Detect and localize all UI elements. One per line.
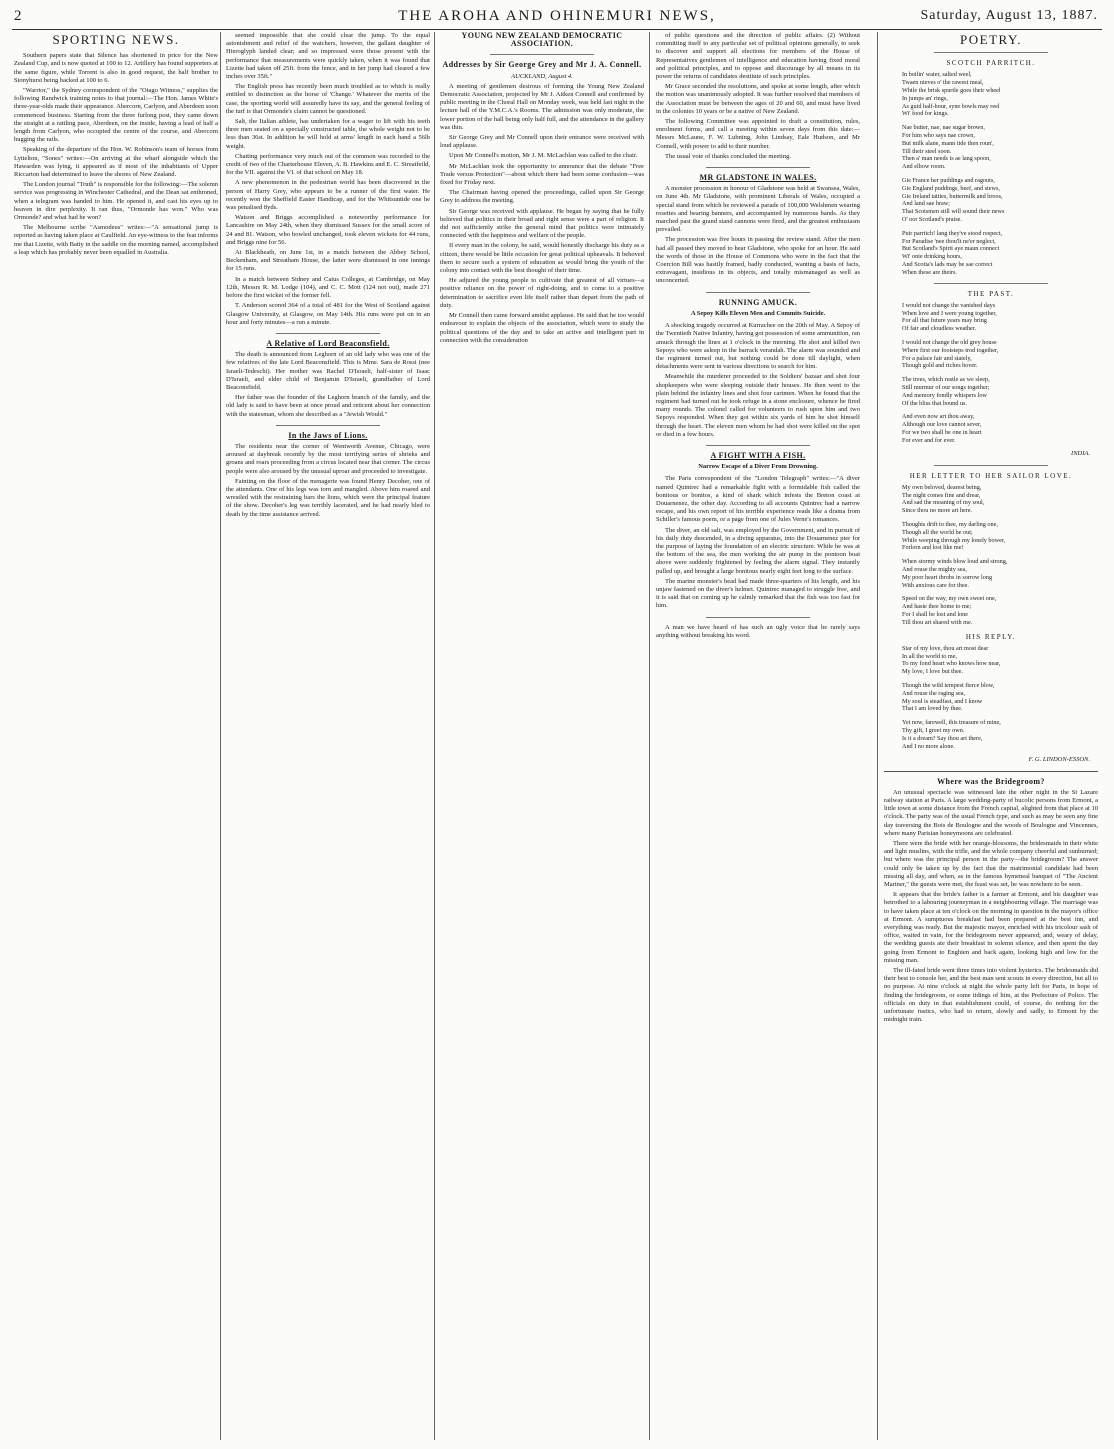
gladstone-heading: MR GLADSTONE IN WALES.	[699, 173, 817, 183]
column-poetry	[884, 32, 1098, 1442]
article-paragraph: A shocking tragedy occurred at Kurrachee on the 20th of May. A Sepoy of the Twentieth Native Infantry, having got possession of some ammunition, ran amuck through the lines at 1 o'clock in the morning. He shot and killed two Sepoys who were asleep in the barrack verandah. The alarm was sounded and the regiment turned out, but nothing could be done till daylight, when detachments were sent in various directions to search for him.	[656, 322, 860, 371]
section-rule	[276, 425, 380, 426]
poem-stanza: Yet now, farewell, this treasure of mine, Thy gift, I greet my own. Is it a dream? Say thou art there, And I no more alone.	[902, 719, 1001, 750]
article-paragraph: Southern papers state that Silence has shortened in price for the New Zealand Cup, and is now quoted at 100 to 12. Artillery has found supporters at the same figure, while Torrent is also in good request, the half brother to Stonyhurst being backed at 100 to 6.	[14, 52, 218, 84]
article-paragraph: The English press has recently been much troubled as to which is really entitled to distinction as the horse of 'Change.' Whatever the merits of the case, the sporting world will assuredly have its say, and the general feeling of the turf is that Ormonde's claim cannot be questioned.	[226, 83, 430, 115]
poem-stanza: When stormy winds blow loud and strong, And rouse the mighty sea, My poor heart throbs in sorrow long With anxious care for thee.	[902, 558, 1008, 589]
article-paragraph: He adjured the young people to cultivate that greatest of all virtues—a positive reliance on the power of right-doing, and to come to a positive determination to sacrifice even life itself rather than depart from the path of duty.	[440, 277, 644, 309]
article-paragraph: Sir George Grey and Mr Connell upon their entrance were received with loud applause.	[440, 134, 644, 150]
article-paragraph: The diver, an old salt, was employed by the Government, and in pursuit of his daily duty descended, in a diving apparatus, into the Douarnenez pier for the purpose of laying the foundation of an electric structure. While he was at the bottom of the sea, the men working the air pump in the pontoon boat above were suddenly frightened by feeling the alarm signal. They instantly pulled up, and brought a large bonitous nearly eight feet long to the surface.	[656, 526, 860, 575]
article-paragraph: Chatting performance very much out of the common was recorded to the credit of two of the Charterhouse Eleven, A. B. Hawkins and E. C. Streatfeild, for the VII. against the VI. of that school on May 18.	[226, 152, 430, 177]
column-divider	[649, 32, 650, 1440]
section-rule	[706, 167, 810, 168]
column-four	[656, 32, 860, 1442]
article-paragraph: The London journal "Truth" is responsible for the following:—The solemn service was progressing in Winchester Cathedral, and the Dean sat enthroned, when a telegram was handed to him. He opened it, and cast his eyes up to heaven in dire perplexity. It ran thus, "Ormonde has won." Who was Ormonde? and what had he won?	[14, 181, 218, 222]
beaconsfield-heading: A Relative of Lord Beaconsfield.	[266, 338, 390, 348]
article-paragraph: In a match between Sidney and Caius Colleges, at Cambridge, on May 12th, Messrs R. M. Lodge (104), and C. C. Mott (124 not out), made 271 before the first wicket of the former fell.	[226, 275, 430, 300]
bridegroom-heading: Where was the Bridegroom?	[937, 776, 1045, 786]
column-divider	[877, 32, 878, 1440]
article-paragraph: of public questions and the direction of public affairs. (2) Without committing itself to any particular set of political opinions generally, to seek to discover and support all elections for members of the House of Representatives gentlemen of intelligence and education having fixed moral and political principles, and to oppose and discourage by all means in its power the returns of candidates destitute of such principles.	[656, 32, 860, 81]
article-paragraph: Meanwhile the murderer proceeded to the Soldiers' bazaar and shot four shopkeepers who were sleeping outside their houses. He then went to the plain behind the infantry lines and shot four cartmen. When he found that the regiment had turned out he took refuge in a stone enclosure, whence he fired many rounds. The colonel called for volunteers to rush upon him and two Sepoys responded. When they got within six yards of him he shot himself through the heart. The eleven men whom he had shot were killed on the spot or died in a few hours.	[656, 373, 860, 438]
article-paragraph: The Paris correspondent of the "London Telegraph" writes:—"A diver named Quintrec had a remarkable fight with a formidable fish called the bonitous or bonitos, a kind of shark which infests the Breton coast at Douarnenez, the other day. According to all accounts Quintrec had a narrow escape, and his own report of his terrible experience reads like a drama from Schiller's famous poem, or a page from one of Jules Verne's romances.	[656, 475, 860, 524]
poem-stanza: Star of my love, thou art most dear In all the world to me, To my fond heart who knows how near, My love, I love but thee.	[902, 644, 1001, 676]
poem-stanza: Puir parritch! lang they've stood respect, For Paradise 'nee thou'lt ne'er neglect, But Scotland's Spirit aye maun connect Wi' onie drinking hours, And Scotia's lads may be sae correct When these are theirs.	[902, 229, 1003, 276]
article-paragraph: Speaking of the departure of the Hon. W. Robinson's team of horses from Lyttelton, "Sones" writes:—On arriving at the wharf alongside which the Hawarden was lying, it appeared as if most of the inhabitants of Upper Riccarton had determined to leave the shores of New Zealand.	[14, 146, 218, 179]
article-paragraph: A new phenomenon in the pedestrian world has been discovered in the person of Harry Grey, who appears to be a runner of the first water. He recently won the Sheffield Easter Handicap, and for the Whitsuntide one he was penalised 8yds.	[226, 179, 430, 212]
poem-title: HER LETTER TO HER SAILOR LOVE.	[909, 471, 1073, 480]
article-paragraph: The Chairman having opened the proceedings, called upon Sir George Grey to address the meeting.	[440, 189, 644, 205]
issue-date: Saturday, August 13, 1887.	[920, 8, 1098, 23]
poem-reply-title: HIS REPLY.	[965, 632, 1017, 641]
section-rule	[884, 771, 1098, 772]
poem-signature: INDIA.	[1071, 450, 1090, 458]
article-paragraph: Sir George was received with applause. He began by saying that he fully believed that politics in their broad and right sense were a part of religion. It did not sufficiently strike the general mind that politics were intimately connected with the happiness and welfare of the people.	[440, 207, 644, 240]
association-heading: YOUNG NEW ZEALAND DEMOCRATIC ASSOCIATION.	[461, 32, 623, 49]
article-paragraph: The marine monster's head had made three-quarters of his length, and his unjaw fastened on the diver's helmet. Quintrec managed to struggle free, and it is said that on coming up he calmly remarked that the fish was too fast for him.	[656, 577, 860, 610]
article-paragraph: The residents near the corner of Wentworth Avenue, Chicago, were aroused at daybreak recently by the most terrifying series of shrieks and groans and roars proceeding from a circus located near that corner. The circus people were also aroused by the unusual uproar and proceeded to investigate.	[226, 442, 430, 475]
article-paragraph: If every man in the colony, he said, would honestly discharge his duty as a citizen, there would be little occasion for great political upheavals. It behoved them to secure such a system of education as would bring the youth of the colony into contact with the best thought of their time.	[440, 242, 644, 275]
newspaper-title: THE ARO⁠HA AND OHINEMURI NEWS,	[398, 8, 716, 24]
article-paragraph: Mr McLachlan took the opportunity to announce that the debate "Free Trade versus Protection"—about which there had been some confusion—was fixed for Friday next.	[440, 162, 644, 187]
poetry-heading: POETRY.	[960, 32, 1022, 47]
section-rule	[490, 54, 594, 55]
article-paragraph: The following Committee was appointed to draft a constitution, rules, enrolment forms, and call a meeting within seven days from this date:—Messrs McLaune, F. W. Lubning, John Lindsay, Eale Hudson, and Mr Connell, with power to add to their number.	[656, 118, 860, 150]
page-number: 2	[14, 8, 22, 24]
fish-subheading: Narrow Escape of a Diver From Drowning.	[698, 463, 818, 471]
poem-stanza: Nae butter, nae, nae sugar brown, For him who says nae crown, But milk alane, mann tide then roun', Till their steel soon. Then a' man needs is ae lang spoon, And elbow room.	[902, 124, 994, 171]
article-paragraph: At Blackheath, on June 1st, in a match between the Abbey School, Beckenham, and Streatham House, the latter were dismissed in one innings for 15 runs.	[226, 249, 430, 273]
poem-stanza: I would not change the old grey house Where first our footsteps trod together, For a palace fair and stately, Though gold and riches hover.	[902, 338, 999, 370]
running-amuck-heading: RUNNING AMUCK.	[718, 297, 798, 307]
poem-title: THE PAST.	[967, 289, 1015, 298]
section-rule	[706, 445, 810, 446]
column-two	[226, 32, 430, 1442]
section-rule	[934, 465, 1048, 466]
poem-stanza: Though the wild tempest fierce blow, And rouse the raging sea, My soul is steadfast, and I know That I am loved by thee.	[902, 682, 995, 713]
article-paragraph: A monster procession in honour of Gladstone was held at Swansea, Wales, on June 4th. Mr Gladstone, with prominent Liberals of Wales, occupied a special stand from which he reviewed a parade of 100,000 Welshmen wearing rosettes and bearing banners, and accompanied by numerous bands. As they marched past the grand stand cannons were fired, and the greatest enthusiasm prevailed.	[656, 185, 860, 234]
article-paragraph: The usual vote of thanks concluded the meeting.	[665, 152, 791, 160]
poem-stanza: The trees, which rustle as we sleep, Still murmur of our songs together; And memory fondly whispers low Of the bliss that bound us.	[902, 376, 990, 407]
poem-stanza: Thoughts drift to thee, my darling one, Though all the world be out; While weeping through my lonely bower, Forlorn and lost like me!	[902, 521, 1006, 552]
article-paragraph: The ill-fated bride went three times into violent hysterics. The bridesmaids did their best to console her, and the best man sent scouts in every direction, but all to no purpose. At nine o'clock at night the whole party left for Paris, in hope of finding the bridegroom, or some tidings of him, at the Prefecture of Police. The officials on duty in that establishment could, of course, do nothing for the unfortunate rustics, who had to return, slowly and sadly, to Ermont by the midnight train.	[884, 967, 1098, 1024]
article-paragraph: Watson and Briggs accomplished a noteworthy performance for Lancashire on May 24th, when they dismissed Sussex for the small score of 24 and 81. Watson, who bowled unchanged, took eleven wickets for 44 runs, and Briggs nine for 56.	[226, 214, 430, 246]
fish-heading: A FIGHT WITH A FISH.	[710, 450, 806, 460]
section-rule	[934, 52, 1048, 53]
addresses-heading: Addresses by Sir George Grey and Mr J. A. Connell.	[442, 60, 642, 70]
column-divider	[434, 32, 435, 1440]
poem-stanza: Speed on the way, my own sweet one, And haste thee home to me; For I shall be lost and lone Till thou art shared with me.	[902, 595, 997, 626]
poem-stanza: My own beloved, dearest being, The night comes fine and drear, And sad the moaning of my soul, Since thou no more art here.	[902, 483, 985, 515]
section-rule	[934, 283, 1048, 284]
poem-stanza: I would not change the vanished days When love and I were young together, For all that future years may bring Of fair and cloudless weather.	[902, 301, 997, 333]
poem-stanza: And even now art thou away, Although our love cannot sever, For we two shall be one in heart For ever and for ever.	[902, 413, 982, 444]
article-paragraph: The Melbourne scribe "Asmodeus" writes:—"A sensational jump is reported as having taken place at Caulfield. An eye-witness to the feat informs me that Lizette, with Batty in the saddle on the morning named, accomplished a leap which has probably never been equalled in Australia.	[14, 224, 218, 256]
masthead	[0, 0, 1114, 28]
sporting-news-heading: SPORTING NEWS.	[52, 32, 180, 47]
article-paragraph: Fainting on the floor of the menagerie was found Henry Decoher, one of the attendants. One of his legs was torn and mangled. Above him roared and wrestled with the restraining bars the lions, which were the principal feature of the show. Decoher's leg was terribly lacerated, and he had nearly bled to death by the time assistance arrived.	[226, 477, 430, 518]
article-paragraph: There were the bride with her orange-blossoms, the bridesmaids in their white and light muslins, with the trifle, and the whole company cheerful and sunburned; but where was the principal person in the party—the bridegroom? The answer could only be taken up by the fact that the matrimonial candidate had been missing all day, and when, as in the famous hymeneal banquet of "The Ancient Mariner," the guests were met, the feast was set, he was nowhere to be seen.	[884, 840, 1098, 889]
section-rule	[706, 292, 810, 293]
article-paragraph: Her father was the founder of the Leghorn branch of the family, and the old lady is said to have been at once proud and reticent about her connection with the statesman, whom she described as a "Jewish Would."	[226, 394, 430, 418]
lions-heading: In the Jaws of Lions.	[288, 430, 368, 440]
poem-signature: F. G. LINDON-ESSON.	[1028, 756, 1090, 764]
poem-stanza: Gie France her puddings and ragouts, Gie England puddings, beef, and stews, Gie Ireland tatties, buttermilk and broos, And land sae braw; That Scotsmen still will sound their news O' oor Scotland's praise.	[902, 176, 1005, 223]
poem-stanza: In boilin' water, salted weel, Twaen nieves o' the rawest meal, While the brisk spurtle goes their wheel In jumps an' rings, As guid half-hour, syne bowls may reel Wi' food for kings.	[902, 71, 1001, 118]
poem-title: SCOTCH PARRITCH.	[946, 59, 1036, 68]
section-rule	[276, 333, 380, 334]
article-paragraph: It appears that the bride's father is a farmer at Ermont, and his daughter was betrothed to a labouring journeyman in a neighbouring village. The marriage was to have taken place at ten o'clock on the morning in question in the mayor's office at Ermont. A sumptuous breakfast had been prepared at the best inn, and everything was ready. But the majestic mayor, enriched with his tricolour sash of office, waited in vain, for the bridegroom never appeared; and, weary of delay, the wedding guests ate their breakfast in solemn silence, and then spent the day going from Ermont to Enghien and back again, looking high and low for the missing man.	[884, 891, 1098, 964]
article-paragraph: Salt, the Italian athlete, has undertaken for a wager to lift with his teeth three men seated on a specially constructed table, the whole weight not to be less than 36st. In addition he will hold at arms' length in each hand a 56lb weight.	[226, 118, 430, 150]
article-paragraph: T. Anderson scored 364 of a total of 481 for the West of Scotland against Glasgow University, at Glasgow, on May 14th. His runs were put on in an hour and forty minutes—a run a minute.	[226, 302, 430, 326]
article-paragraph: seemed impossible that she could clear the jump. To the equal astonishment and relief of the watchers, however, the gallant daughter of Hieroglyph landed clear; and so impressed were those present with the performance that measurements were quickly taken, when it was found that Lizette had taken off 25ft. from the fence, and in her jump had cleared a few inches over 35ft."	[226, 32, 430, 81]
article-paragraph: Mr Connell then came forward amidst applause. He said that he too would endeavour to explain the objects of the association, which were to study the political questions of the day and to take an active and intelligent part in connection with the consideration	[440, 312, 644, 344]
article-paragraph: Mr Grace seconded the resolutions, and spoke at some length, after which the motion was unanimously adopted. It was further resolved that members of the Association must be between the ages of 20 and 60, and must have lived in the colonies 10 years or be a native of New Zealand.	[656, 83, 860, 115]
column-sporting-news	[14, 32, 218, 1442]
column-three	[440, 32, 644, 1442]
running-amuck-subheading: A Sepoy Kills Eleven Men and Commits Suicide.	[690, 309, 826, 317]
article-paragraph: An unusual spectacle was witnessed late the other night in the St Lazare railway station at Paris. A large wedding-party of bucolic persons from Ermont, a little town at some distance from the French capital, alighted from that place at 10 o'clock. The party was of the usual French type, and such as may be seen any fine day traversing the Bois de Boulogne and the woods of Boulogne and Vincennes, where many Parisian honeymoons are celebrated.	[884, 788, 1098, 837]
masthead-rule	[12, 29, 1102, 30]
article-paragraph: Upon Mr Connell's motion, Mr J. M. McLachlan was called to the chair.	[449, 152, 638, 160]
article-paragraph: The procession was five hours in passing the review stand. After the men had all passed they moved to hear Gladstone, who spoke for an hour. He said the words of those in the House of Commons who were in the fact that the Coercion Bill was hastily framed, badly conducted, wanting a basis of facts, extravagant, insidious in its objects, and totally mismanaged as well as unconcerted.	[656, 236, 860, 285]
article-paragraph: A man we have heard of has such an ugly voice that he rarely says anything without breaking his word.	[656, 623, 860, 639]
section-rule	[706, 617, 810, 618]
article-paragraph: A meeting of gentlemen desirous of forming the Young New Zealand Democratic Association, projected by Mr J. Aitken Connell and confirmed by public meeting in the Choral Hall on Monday week, was held last night in the lecture hall of the Y.M.C.A.'s Rooms. The admission was only moderate, the lower portion of the hall being only half full, and the attendance in the gallery was thin.	[440, 82, 644, 131]
dateline: AUCKLAND, August 4.	[511, 72, 573, 80]
article-paragraph: The death is announced from Leghorn of an old lady who was one of the few relatives of the late Lord Beaconsfield. This is Mme. Sara de Rossi (nee Israeli-Tedeschi). Her mother was Rachel D'Israeli, half-sister of Isaac D'Israeli, and elder child of Benjamin D'Israeli, grandfather of Lord Beaconsfield.	[226, 351, 430, 391]
article-paragraph: "Warrior," the Sydney correspondent of the "Otago Witness," supplies the following Randwick training notes to that journal:—The Hon. James White's three-year-olds made their appearance. Abercorn, Carlyon, and Aberdeen soon commenced business. Starting from the three furlong post, they came down the straight at a rattling pace, Aberdeen, on the inside, having a lead of half a length from Carlyon, who occupied the centre of the course, and Abercorn hugging the rails.	[14, 87, 218, 144]
column-divider	[220, 32, 221, 1440]
